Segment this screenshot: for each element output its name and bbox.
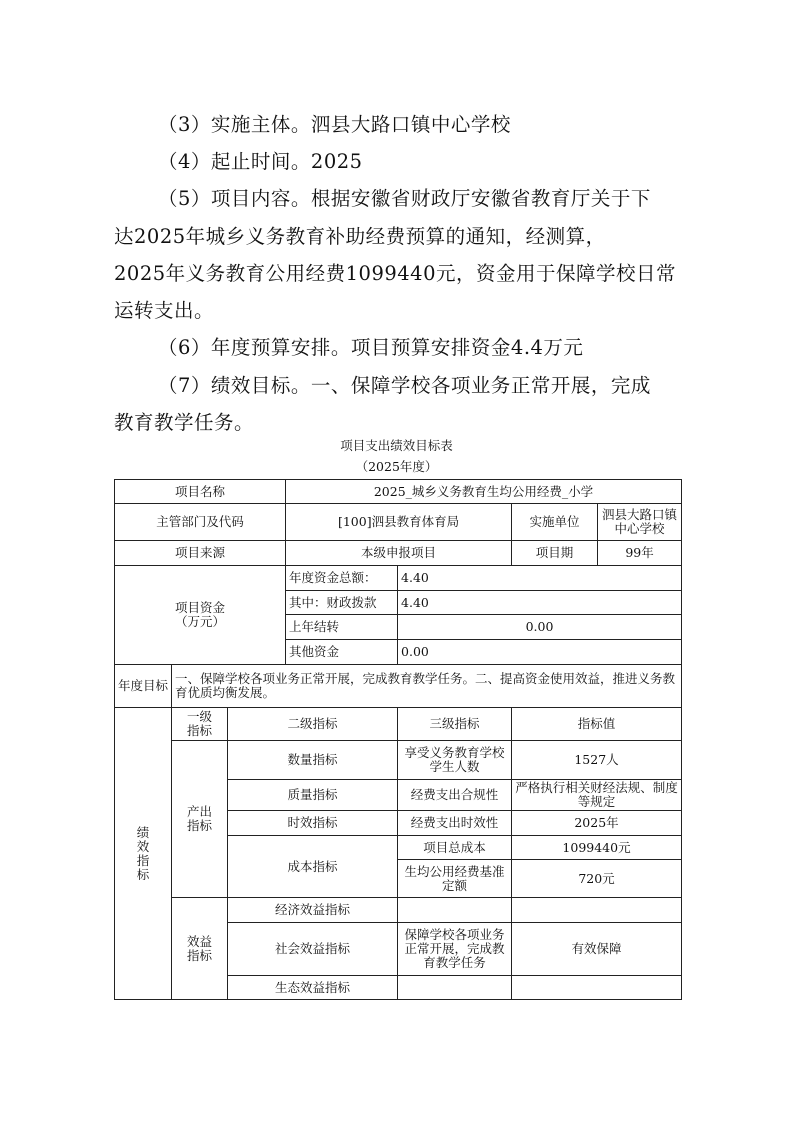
project-name-label: 项目名称 — [115, 480, 286, 504]
benefit-indicator-label — [172, 898, 228, 1000]
time-l2: 时效指标 — [228, 811, 398, 836]
performance-target-table — [114, 479, 682, 1000]
table-row — [115, 541, 682, 566]
quality-value: 严格执行相关财经法规、制度等规定 — [512, 780, 682, 811]
paragraph-period: （4）起止时间。2025 — [158, 150, 363, 173]
perf-indicator-text: 绩效指标 — [136, 824, 150, 882]
cost-value-total: 1099440元 — [512, 836, 682, 860]
output-indicator-label — [172, 741, 228, 898]
period-value: 99年 — [598, 541, 682, 566]
table-row — [115, 898, 682, 923]
dept-label: 主管部门及代码 — [115, 504, 286, 541]
project-name-value: 2025_城乡义务教育生均公用经费_小学 — [286, 480, 682, 504]
paragraph-content-line2: 达2025年城乡义务教育补助经费预算的通知，经测算， — [114, 225, 606, 248]
table-row — [115, 480, 682, 504]
social-l3: 保障学校各项业务正常开展，完成教育教学任务 — [398, 923, 512, 976]
header-value: 指标值 — [512, 708, 682, 741]
paragraph-goal-line1: （7）绩效目标。一、保障学校各项业务正常开展，完成 — [158, 374, 651, 397]
table-row — [115, 566, 682, 591]
quality-l3: 经费支出合规性 — [398, 780, 512, 811]
funds-total-value: 4.40 — [398, 566, 682, 591]
eco-l3 — [398, 976, 512, 1000]
source-value: 本级申报项目 — [286, 541, 512, 566]
eco-value — [512, 976, 682, 1000]
social-value: 有效保障 — [512, 923, 682, 976]
table-subtitle: （2025年度） — [355, 459, 438, 474]
quantity-l2: 数量指标 — [228, 741, 398, 780]
period-label: 项目期 — [512, 541, 598, 566]
cost-l3-total: 项目总成本 — [398, 836, 512, 860]
dept-value: [100]泗县教育体育局 — [286, 504, 512, 541]
funds-fiscal-value: 4.40 — [398, 591, 682, 615]
quantity-l3: 享受义务教育学校学生人数 — [398, 741, 512, 780]
header-level3: 三级指标 — [398, 708, 512, 741]
cost-l2: 成本指标 — [228, 836, 398, 898]
paragraph-content-line4: 运转支出。 — [114, 299, 215, 322]
econ-value — [512, 898, 682, 923]
social-l2: 社会效益指标 — [228, 923, 398, 976]
funds-other-value: 0.00 — [398, 640, 682, 665]
econ-l3 — [398, 898, 512, 923]
quality-l2: 质量指标 — [228, 780, 398, 811]
funds-other-label: 其他资金 — [286, 640, 398, 665]
funds-carryover-value: 0.00 — [398, 615, 682, 640]
benefit-indicator-text: 效益指标 — [186, 933, 212, 963]
annual-goal-label: 年度目标 — [115, 665, 172, 708]
header-level1 — [172, 708, 228, 741]
funds-carryover-label: 上年结转 — [286, 615, 398, 640]
time-value: 2025年 — [512, 811, 682, 836]
output-indicator-text: 产出指标 — [186, 804, 212, 833]
unit-value: 泗县大路口镇中心学校 — [598, 504, 682, 541]
unit-label: 实施单位 — [512, 504, 598, 541]
paragraph-content-line3: 2025年义务教育公用经费1099440元，资金用于保障学校日常 — [114, 262, 676, 285]
table-row — [115, 708, 682, 741]
funds-label-cell — [115, 566, 286, 665]
table-row — [115, 665, 682, 708]
funds-total-label: 年度资金总额： — [286, 566, 398, 591]
paragraph-budget: （6）年度预算安排。项目预算安排资金4.4万元 — [158, 336, 584, 359]
funds-label: 项目资金 — [175, 600, 226, 615]
econ-l2: 经济效益指标 — [228, 898, 398, 923]
eco-l2: 生态效益指标 — [228, 976, 398, 1000]
source-label: 项目来源 — [115, 541, 286, 566]
paragraph-implementer: （3）实施主体。泗县大路口镇中心学校 — [158, 113, 511, 136]
perf-indicator-label — [115, 708, 172, 1000]
quantity-value: 1527人 — [512, 741, 682, 780]
table-row — [115, 741, 682, 780]
table-row — [115, 504, 682, 541]
cost-l3-quota: 生均公用经费基准定额 — [398, 860, 512, 898]
funds-fiscal-label: 其中：财政拨款 — [286, 591, 398, 615]
table-title: 项目支出绩效目标表 — [340, 438, 453, 453]
time-l3: 经费支出时效性 — [398, 811, 512, 836]
funds-unit: （万元） — [175, 614, 226, 629]
annual-goal-value: 一、保障学校各项业务正常开展，完成教育教学任务。二、提高资金使用效益，推进义务教育优质均衡发展。 — [172, 665, 682, 708]
cost-value-quota: 720元 — [512, 860, 682, 898]
paragraph-goal-line2: 教育教学任务。 — [114, 411, 255, 434]
header-level1-text: 一级指标 — [186, 709, 212, 738]
paragraph-content-line1: （5）项目内容。根据安徽省财政厅安徽省教育厅关于下 — [158, 187, 651, 210]
header-level2: 二级指标 — [228, 708, 398, 741]
